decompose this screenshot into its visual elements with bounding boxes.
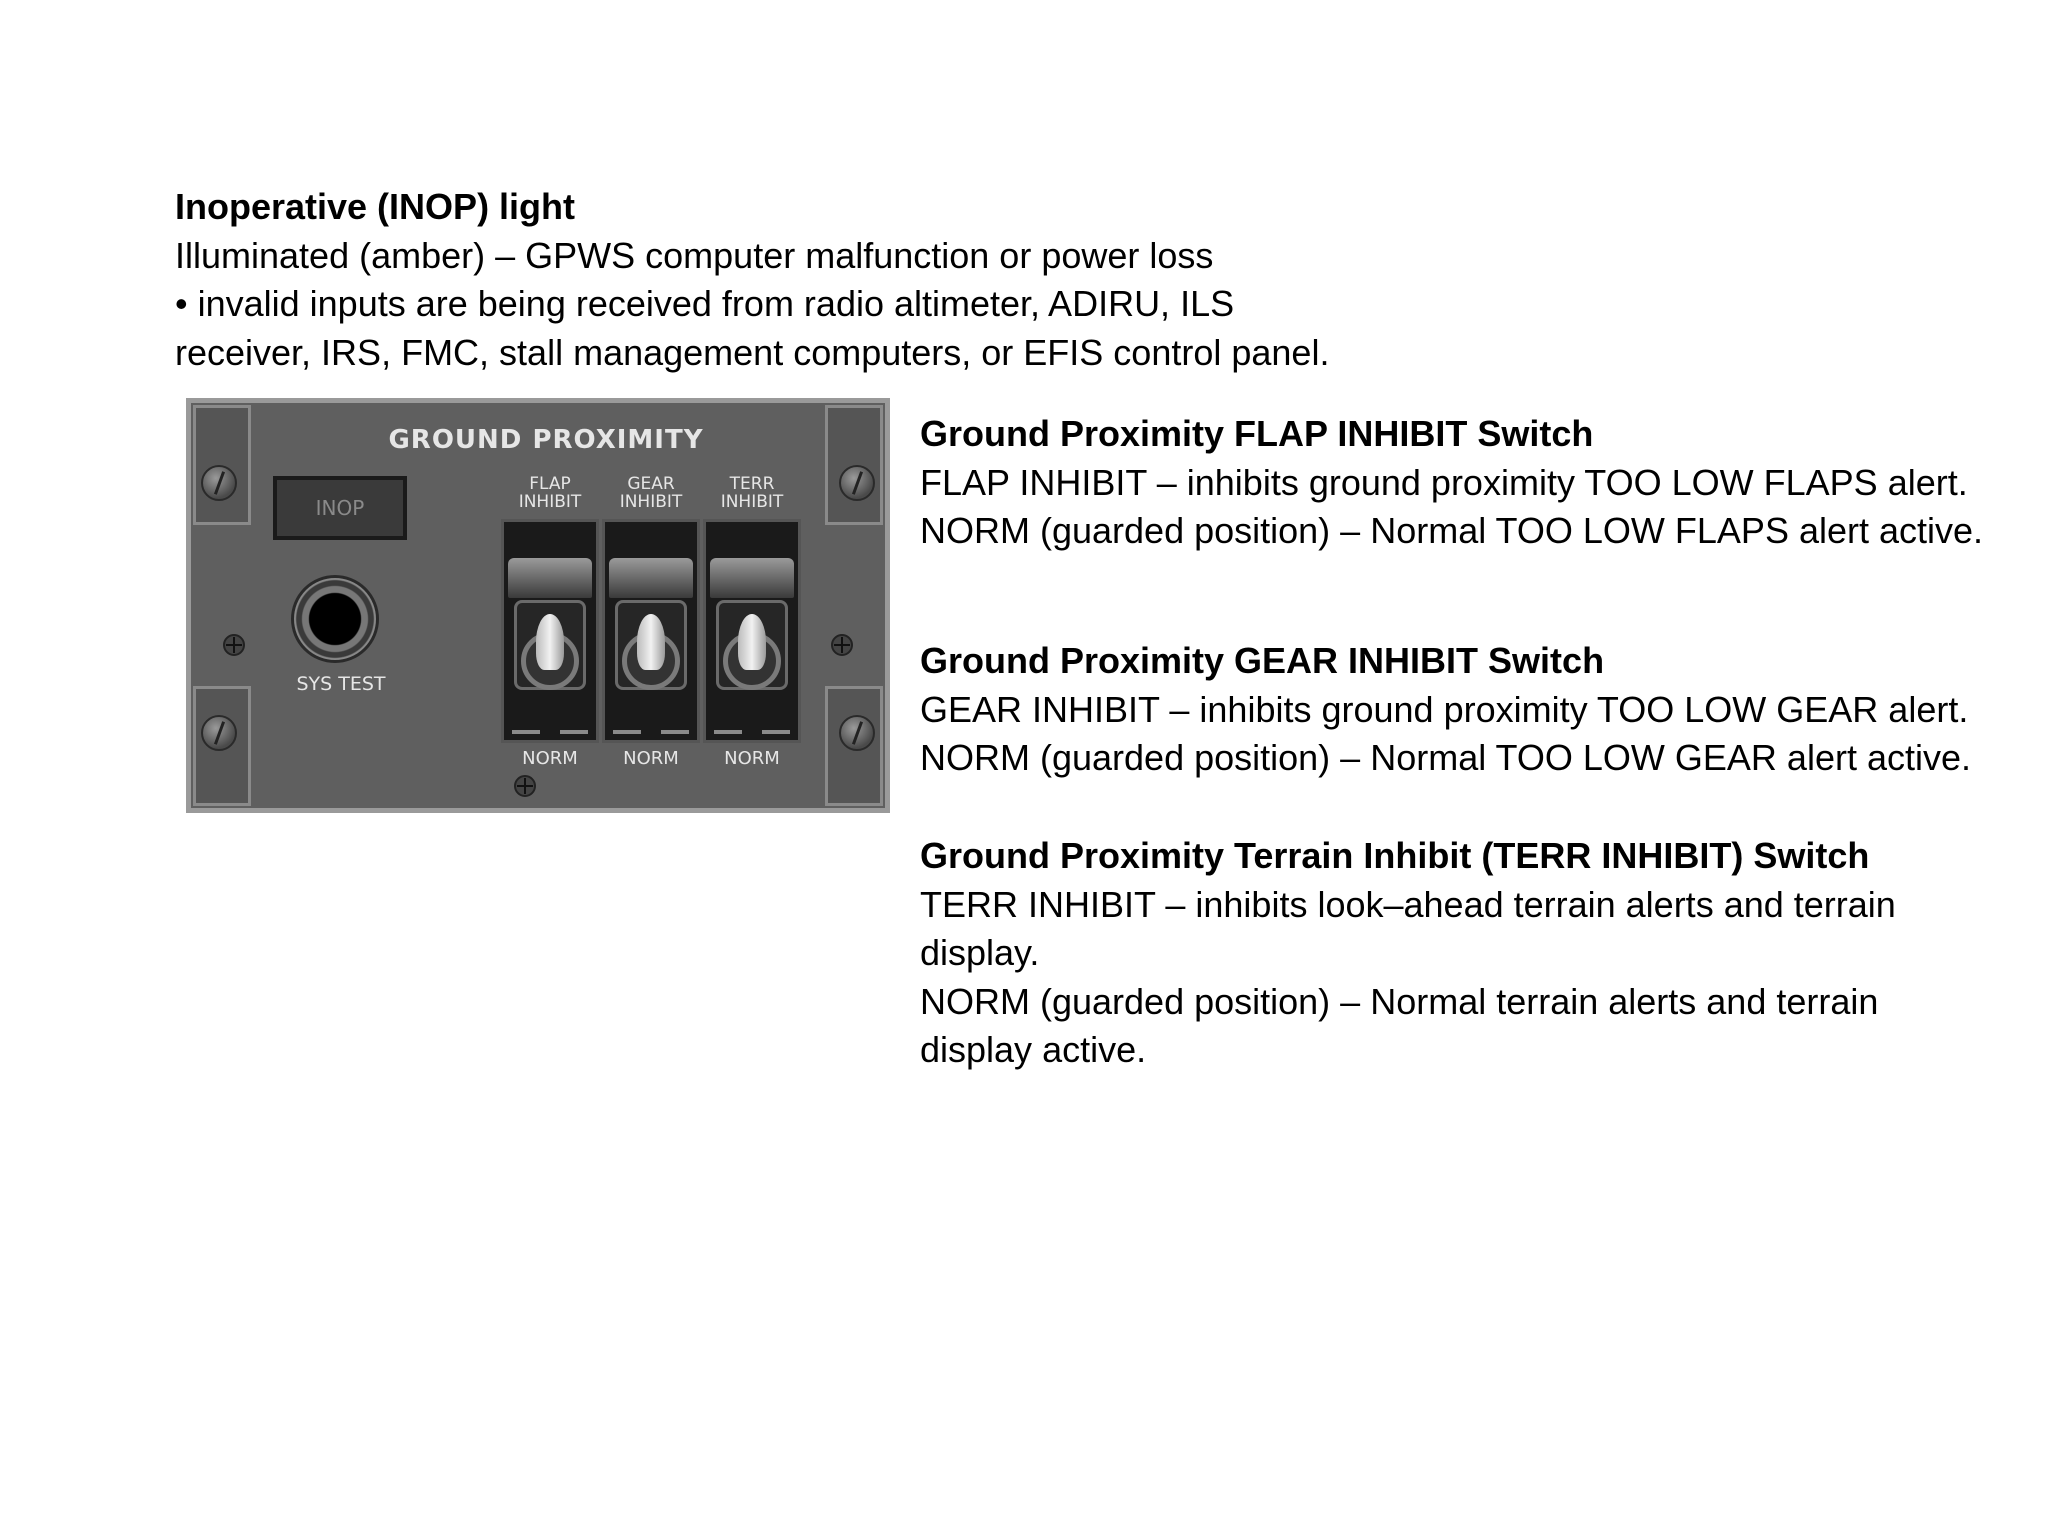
inop-light-description [175,183,1329,377]
norm-tick [512,730,540,734]
crosshead-screw-icon [223,634,245,656]
gear-inhibit-description [920,637,1971,783]
description-line: NORM (guarded position) – Normal TOO LOW GEAR alert active. [920,737,1972,778]
norm-tick [560,730,588,734]
switch-label-line: INHIBIT [720,492,784,512]
description-line: NORM (guarded position) – Normal terrain alerts and terrain [920,980,1879,1022]
description-line: FLAP INHIBIT – inhibits ground proximity TOO LOW FLAPS alert. [920,461,1968,503]
switch-guard[interactable] [710,558,794,598]
switch-label-line: INHIBIT [518,492,582,512]
terr-inhibit-switch[interactable] [703,519,801,743]
screw-icon [839,715,875,751]
switch-label-line: INHIBIT [619,492,683,512]
gear-inhibit-label [606,475,696,511]
flap-norm-label: NORM [522,748,578,769]
norm-tick [714,730,742,734]
terr-norm-label: NORM [724,748,780,769]
flap-inhibit-label [505,475,595,511]
description-line: display. [920,932,1040,973]
norm-tick [613,730,641,734]
crosshead-screw-icon [831,634,853,656]
toggle-lever-icon[interactable] [738,614,766,670]
description-line: receiver, IRS, FMC, stall management computers, or EFIS control panel. [175,331,1330,373]
crosshead-screw-icon [514,775,536,797]
switch-label-line: GEAR [627,474,675,494]
sys-test-button[interactable] [291,575,379,663]
inop-light-heading: Inoperative (INOP) light [175,186,576,227]
inop-light: INOP [273,476,407,540]
norm-tick [762,730,790,734]
terr-inhibit-description [920,832,1896,1075]
flap-inhibit-description [920,410,1983,556]
toggle-lever-icon[interactable] [536,614,564,670]
description-line: NORM (guarded position) – Normal TOO LOW FLAPS alert active. [920,510,1984,551]
terr-inhibit-label [707,475,797,511]
description-line: display active. [920,1029,1147,1070]
panel-title: GROUND PROXIMITY [388,425,704,455]
gear-norm-label: NORM [623,748,679,769]
gear-inhibit-switch[interactable] [602,519,700,743]
switch-label-line: FLAP [529,474,571,494]
screw-icon [201,465,237,501]
switch-guard[interactable] [508,558,592,598]
description-line: TERR INHIBIT – inhibits look–ahead terrain alerts and terrain [920,883,1896,925]
flap-inhibit-switch[interactable] [501,519,599,743]
description-line: GEAR INHIBIT – inhibits ground proximity TOO LOW GEAR alert. [920,688,1969,730]
terr-inhibit-heading: Ground Proximity Terrain Inhibit (TERR INHIBIT) Switch [920,835,1870,876]
sys-test-label: SYS TEST [296,673,386,695]
norm-tick [661,730,689,734]
switch-guard[interactable] [609,558,693,598]
description-line: Illuminated (amber) – GPWS computer malfunction or power loss [175,234,1214,276]
switch-label-line: TERR [729,474,775,494]
flap-inhibit-heading: Ground Proximity FLAP INHIBIT Switch [920,413,1594,454]
gear-inhibit-heading: Ground Proximity GEAR INHIBIT Switch [920,640,1605,681]
description-line: • invalid inputs are being received from radio altimeter, ADIRU, ILS [175,283,1235,324]
screw-icon [839,465,875,501]
toggle-lever-icon[interactable] [637,614,665,670]
ground-proximity-panel [186,398,890,813]
screw-icon [201,715,237,751]
